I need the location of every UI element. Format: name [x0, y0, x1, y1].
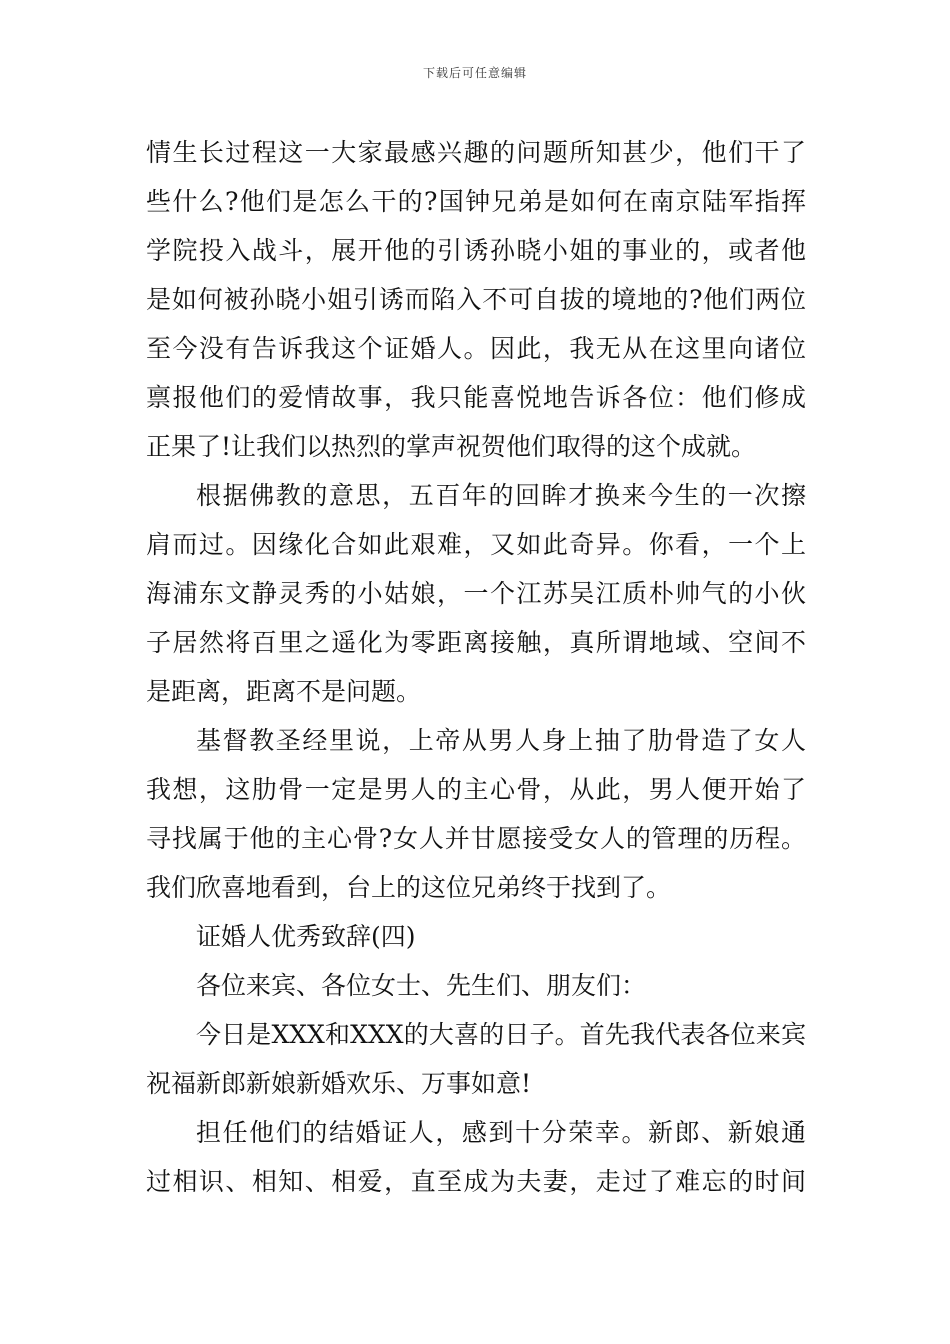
paragraph	[146, 961, 806, 1010]
text-line: 学院投入战斗，展开他的引诱孙晓小姐的事业的，或者他	[146, 236, 806, 265]
text-line: 肩而过。因缘化合如此艰难，又如此奇异。你看，一个上	[146, 530, 806, 559]
text-line: 基督教圣经里说，上帝从男人身上抽了肋骨造了女人	[196, 726, 806, 755]
text-line: 各位来宾、各位女士、先生们、朋友们：	[196, 971, 647, 1000]
text-line: 今日是XXX和XXX的大喜的日子。首先我代表各位来宾	[196, 1020, 806, 1049]
text-line: 我们欣喜地看到，台上的这位兄弟终于找到了。	[146, 873, 672, 902]
text-line: 子居然将百里之遥化为零距离接触，真所谓地域、空间不	[146, 628, 806, 657]
text-line: 是距离，距离不是问题。	[146, 677, 422, 706]
document-body	[146, 128, 806, 1206]
text-line: 情生长过程这一大家最感兴趣的问题所知甚少，他们干了	[146, 138, 806, 167]
text-line: 海浦东文静灵秀的小姑娘，一个江苏吴江质朴帅气的小伙	[146, 579, 806, 608]
text-line: 过相识、相知、相爱，直至成为夫妻，走过了难忘的时间	[146, 1167, 806, 1196]
text-line: 禀报他们的爱情故事，我只能喜悦地告诉各位：他们修成	[146, 383, 806, 412]
text-line: 担任他们的结婚证人，感到十分荣幸。新郎、新娘通	[196, 1118, 806, 1147]
text-line: 寻找属于他的主心骨?女人并甘愿接受女人的管理的历程。	[146, 824, 806, 853]
paragraph	[146, 716, 806, 912]
text-line: 我想，这肋骨一定是男人的主心骨，从此，男人便开始了	[146, 775, 806, 804]
paragraph	[146, 471, 806, 716]
text-line: 些什么?他们是怎么干的?国钟兄弟是如何在南京陆军指挥	[146, 187, 806, 216]
text-line: 证婚人优秀致辞(四)	[196, 922, 416, 951]
text-line: 是如何被孙晓小姐引诱而陷入不可自拔的境地的?他们两位	[146, 285, 806, 314]
paragraph	[146, 1010, 806, 1108]
text-line: 祝福新郎新娘新婚欢乐、万事如意!	[146, 1069, 532, 1098]
page-header-note: 下载后可任意编辑	[422, 66, 527, 80]
paragraph	[146, 128, 806, 471]
paragraph	[146, 1108, 806, 1206]
text-line: 至今没有告诉我这个证婚人。因此，我无从在这里向诸位	[146, 334, 806, 363]
text-line: 根据佛教的意思，五百年的回眸才换来今生的一次擦	[196, 481, 806, 510]
paragraph	[146, 912, 806, 961]
text-line: 正果了!让我们以热烈的掌声祝贺他们取得的这个成就。	[146, 432, 757, 461]
